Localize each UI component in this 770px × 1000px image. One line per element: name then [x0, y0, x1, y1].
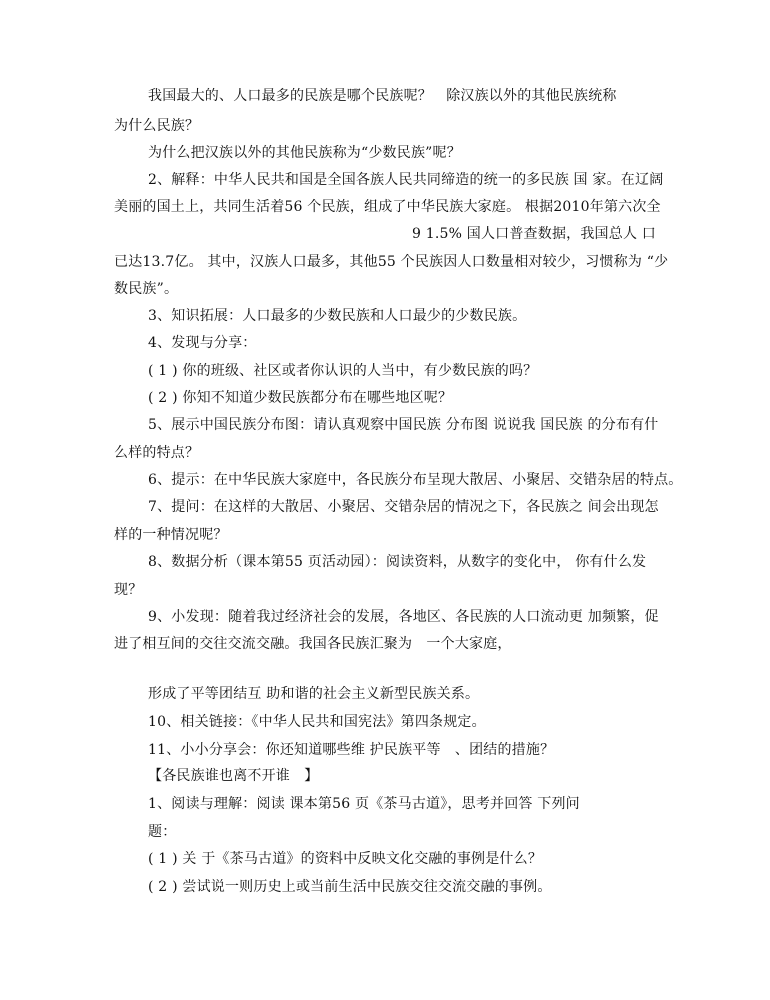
text-line: 9、小发现：随着我过经济社会的发展，各地区、各民族的人口流动更 加频繁，促	[148, 609, 659, 625]
text-line: 2、解释：中华人民共和国是全国各族人民共同缔造的统一的多民族 国 家。在辽阔	[148, 172, 664, 188]
text-line: 6、提示：在中华民族大家庭中，各民族分布呈现大散居、小聚居、交错杂居的特点。	[148, 472, 683, 488]
text-line: 10、相关链接：《中华人民共和国宪法》第四条规定。	[148, 714, 486, 730]
text-line: ( 2 ) 尝试说一则历史上或当前生活中民族交往交流交融的事例。	[148, 879, 552, 895]
text-line: 1、阅读与理解：阅读 课本第56 页《茶马古道》，思考并回答 下列问	[148, 796, 580, 812]
text-line: ( 1 ) 关 于《茶马古道》的资料中反映文化交融的事例是什么？	[148, 851, 543, 867]
text-line: 形成了平等团结互 助和谐的社会主义新型民族关系。	[148, 686, 480, 702]
text-line: 3、知识拓展：人口最多的少数民族和人口最少的少数民族。	[148, 308, 527, 324]
text-line: 11、小小分享会：你还知道哪些维 护民族平等 、团结的措施？	[148, 742, 555, 758]
text-line: 为什么把汉族以外的其他民族称为“少数民族”呢？	[148, 145, 461, 161]
text-line: 已达13.7亿。 其中，汉族人口最多，其他55 个民族因人口数量相对较少，习惯称为 “少	[114, 254, 669, 270]
text-line: 样的一种情况呢？	[114, 527, 228, 543]
text-line: 为什么民族？	[114, 118, 200, 134]
text-line: 8、数据分析（课本第55 页活动园）：阅读资料，从数字的变化中， 你有什么发	[148, 554, 647, 570]
text-line: 数民族”。	[114, 281, 179, 297]
text-line: 5、展示中国民族分布图：请认真观察中国民族 分布图 说说我 国民族 的分布有什	[148, 417, 659, 433]
text-line: 我国最大的、人口最多的民族是哪个民族呢？ 除汉族以外的其他民族统称	[148, 88, 617, 104]
text-line: 9 1.5% 国人口普查数据，我国总人 口	[411, 226, 656, 242]
text-line: 题：	[148, 824, 177, 840]
text-line: 进了相互间的交往交流交融。我国各民族汇聚为 一个大家庭，	[114, 636, 512, 652]
text-line: ( 2 ) 你知不知道少数民族都分布在哪些地区呢？	[148, 390, 453, 406]
text-line: 4、发现与分享：	[148, 335, 257, 351]
text-line: ( 1 ) 你的班级、社区或者你认识的人当中，有少数民族的吗？	[148, 363, 538, 379]
text-line: 现？	[114, 582, 143, 598]
text-line: 美丽的国土上，共同生活着56 个民族，组成了中华民族大家庭。 根据2010年第六次全	[114, 199, 661, 215]
text-line: 么样的特点？	[114, 445, 200, 461]
section-heading: 【各民族谁也离不开谁 】	[148, 768, 319, 784]
text-line: 7、提问：在这样的大散居、小聚居、交错杂居的情况之下，各民族之 间会出现怎	[148, 499, 659, 515]
